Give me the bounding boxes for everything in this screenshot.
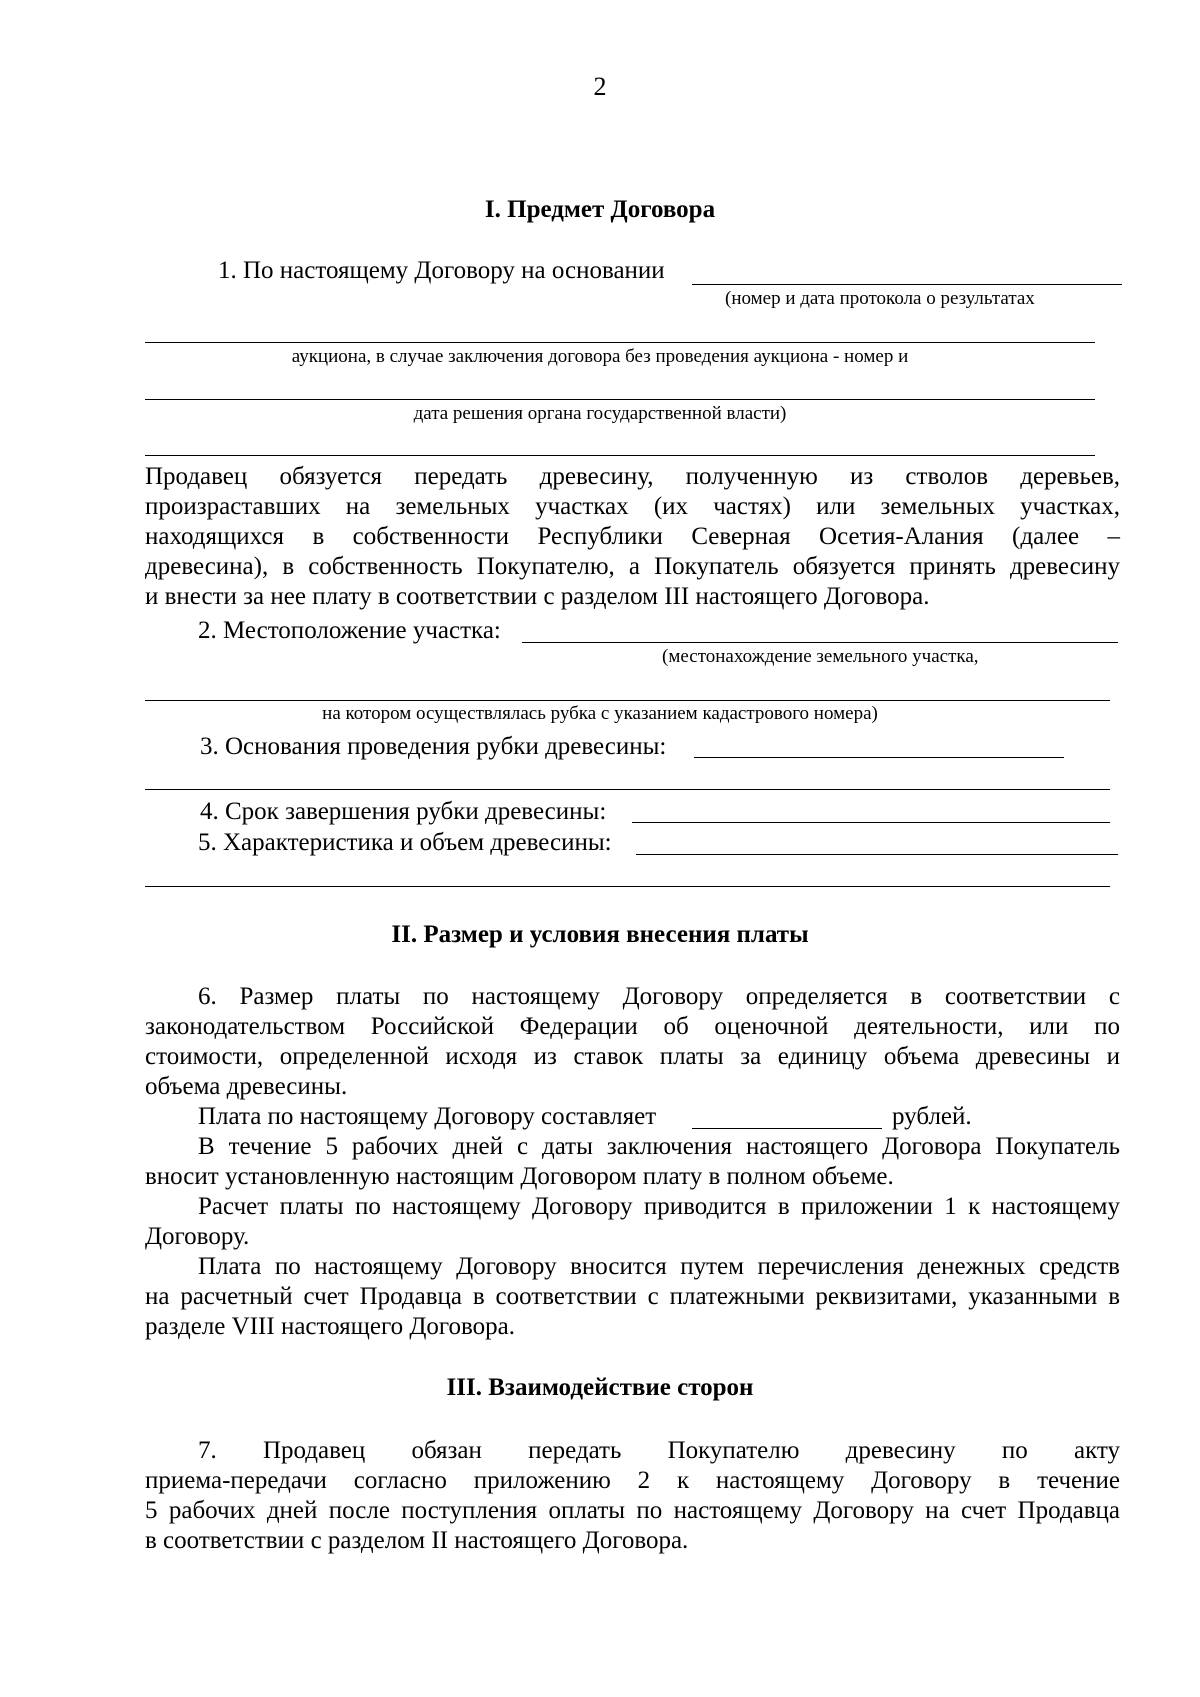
clause-1-body-line: и внести за нее плату в соответствии с разделом III настоящего Договора. [145, 583, 930, 610]
payment-term-line: вносит установленную настоящим Договором плату в полном объеме. [145, 1163, 894, 1190]
note-decision: дата решения органа государственной власти) [413, 403, 787, 424]
note-location: (местонахождение земельного участка, [662, 646, 979, 667]
fill-line-6 [145, 789, 1110, 790]
clause-4-lead: 4. Срок завершения рубки древесины: [200, 798, 607, 825]
clause-7-line: 7. Продавец обязан передать Покупателю древесину по акту [198, 1437, 1120, 1464]
clause-6-line: стоимости, определенной исходя из ставок платы за единицу объема древесины и [145, 1043, 1120, 1070]
clause-1-body-line: древесина), в собственность Покупателю, а Покупатель обязуется принять древесину [145, 553, 1120, 580]
clause-1-body-line: Продавец обязуется передать древесину, полученную из стволов деревьев, [145, 463, 1120, 490]
clause-1-body-line: находящихся в собственности Республики Северная Осетия-Алания (далее – [145, 523, 1120, 550]
transfer-line: разделе VIII настоящего Договора. [145, 1313, 516, 1340]
clause-6-line: законодательством Российской Федерации об оценочной деятельности, или по [145, 1013, 1120, 1040]
fill-line-volume [636, 854, 1118, 855]
fill-line-3 [145, 399, 1095, 400]
clause-6-line: объема древесины. [145, 1073, 348, 1100]
calculation-line: Договору. [145, 1223, 250, 1250]
payment-term-line: В течение 5 рабочих дней с даты заключения настоящего Договора Покупатель [198, 1133, 1120, 1160]
fill-line-location [522, 642, 1118, 643]
note-protocol: (номер и дата протокола о результатах [725, 288, 1035, 309]
clause-2-lead: 2. Местоположение участка: [198, 617, 501, 644]
clause-1-body-line: произраставших на земельных участках (их частях) или земельных участках, [145, 493, 1120, 520]
clause-6-line: 6. Размер платы по настоящему Договору определяется в соответствии с [198, 983, 1120, 1010]
clause-3-lead: 3. Основания проведения рубки древесины: [200, 733, 667, 760]
fill-line-2 [145, 342, 1095, 343]
note-auction: аукциона, в случае заключения договора без проведения аукциона - номер и [291, 346, 909, 367]
price-unit: рублей. [892, 1103, 972, 1130]
fill-line-4 [145, 455, 1095, 456]
note-cadastral: на котором осуществлялась рубка с указанием кадастрового номера) [322, 703, 878, 724]
fill-line-basis [694, 757, 1064, 758]
fill-line-price [692, 1128, 882, 1129]
calculation-line: Расчет платы по настоящему Договору приводится в приложении 1 к настоящему [198, 1193, 1120, 1220]
clause-5-lead: 5. Характеристика и объем древесины: [198, 829, 612, 856]
fill-line-5 [145, 700, 1110, 701]
price-lead: Плата по настоящему Договору составляет [198, 1103, 657, 1130]
fill-line-7 [145, 886, 1110, 887]
fill-line-deadline [632, 822, 1110, 823]
clause-7-line: 5 рабочих дней после поступления оплаты по настоящему Договору на счет Продавца [145, 1497, 1120, 1524]
page-number: 2 [593, 72, 607, 101]
section-2-title: II. Размер и условия внесения платы [391, 921, 809, 948]
transfer-line: на расчетный счет Продавца в соответствии с платежными реквизитами, указанными в [145, 1283, 1120, 1310]
fill-line-protocol [692, 284, 1122, 285]
section-3-title: III. Взаимодействие сторон [446, 1374, 754, 1401]
section-1-title: I. Предмет Договора [484, 196, 716, 223]
clause-7-line: в соответствии с разделом II настоящего Договора. [145, 1527, 689, 1554]
clause-1-lead: 1. По настоящему Договору на основании [218, 257, 665, 284]
clause-7-line: приема-передачи согласно приложению 2 к настоящему Договору в течение [145, 1467, 1120, 1494]
transfer-line: Плата по настоящему Договору вносится путем перечисления денежных средств [198, 1253, 1120, 1280]
